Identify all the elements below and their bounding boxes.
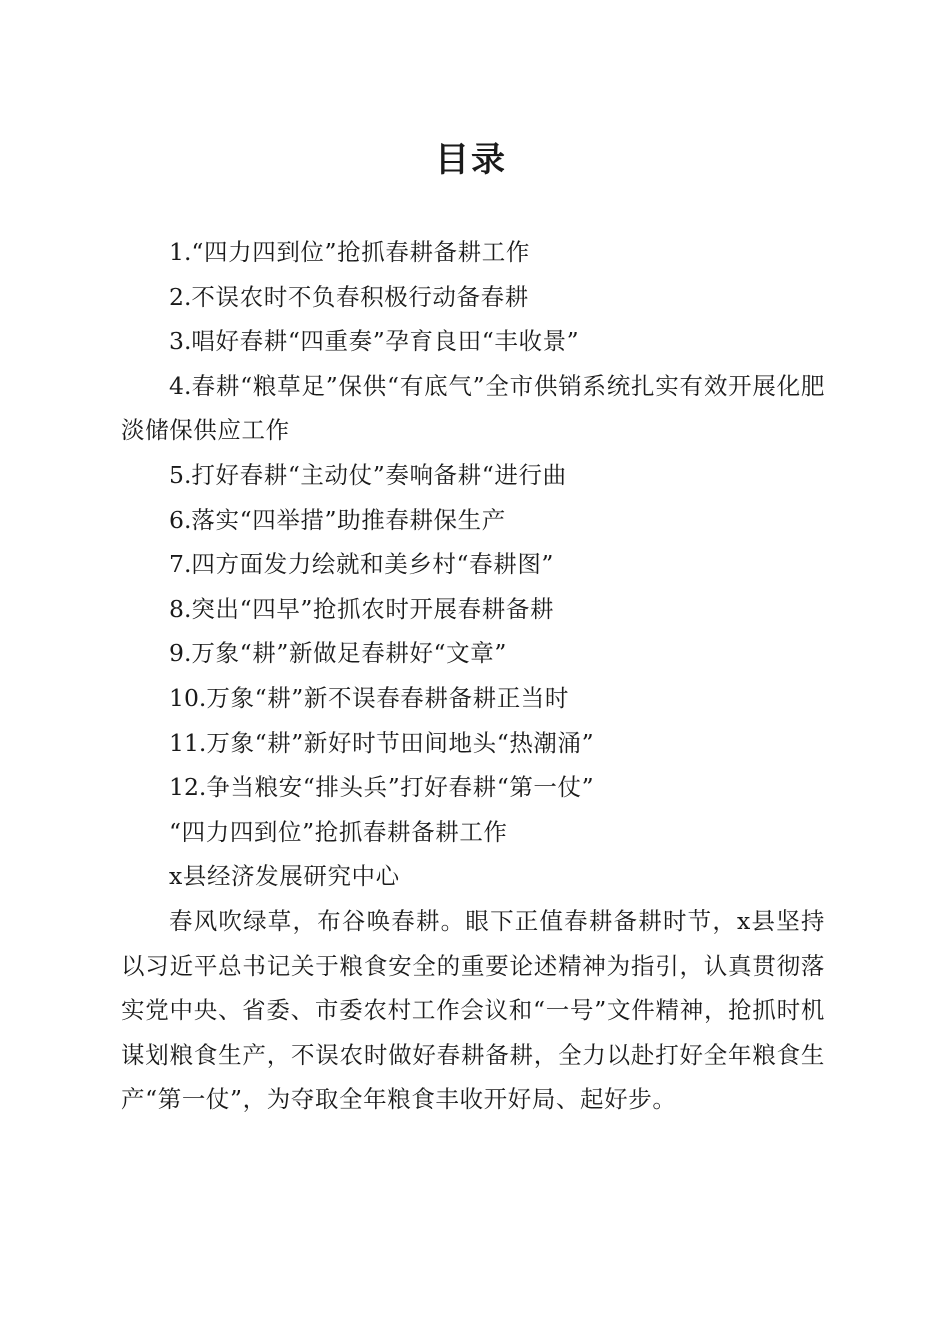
- toc-item-number: 9.: [169, 639, 192, 668]
- article-paragraph: 春风吹绿草，布谷唤春耕。眼下正值春耕备耕时节，x县坚持以习近平总书记关于粮食安全的重要论述精神为指引，认真贯彻落实党中央、省委、市委农村工作会议和“一号”文件精神，抢抓时机谋划粮食生产，不误农时做好春耕备耕，全力以赴打好全年粮食生产“第一仗”，为夺取全年粮食丰收开好局、起好步。: [121, 906, 825, 1114]
- toc-item[interactable]: [121, 319, 825, 364]
- toc-item[interactable]: [121, 587, 825, 632]
- toc-item[interactable]: [121, 275, 825, 320]
- toc-item-text: 春耕“粮草足”保供“有底气”全市供销系统扎实有效开展化肥淡储保供应工作: [121, 371, 825, 445]
- toc-item-number: 2.: [169, 282, 192, 311]
- toc-item-number: 12.: [169, 773, 207, 802]
- toc-item-number: 10.: [169, 683, 207, 712]
- toc-item-text: “四力四到位”抢抓春耕备耕工作: [191, 238, 530, 266]
- toc-item-number: 11.: [169, 728, 207, 757]
- toc-item-text: 四方面发力绘就和美乡村“春耕图”: [191, 550, 555, 579]
- toc-item-text: 打好春耕“主动仗”奏响备耕“进行曲: [191, 460, 567, 489]
- document-body: [121, 230, 825, 1122]
- toc-item-text: 万象“耕”新好时节田间地头“热潮涌”: [206, 728, 595, 757]
- toc-item[interactable]: [121, 676, 825, 721]
- toc-item[interactable]: [121, 498, 825, 543]
- toc-item[interactable]: [121, 542, 825, 587]
- toc-item-number: 3.: [169, 327, 192, 356]
- table-of-contents: [121, 230, 825, 810]
- toc-item[interactable]: [121, 453, 825, 498]
- toc-item-number: 6.: [169, 505, 192, 534]
- toc-item[interactable]: [121, 631, 825, 676]
- toc-item-number: 1.: [169, 238, 192, 266]
- toc-item-text: 万象“耕”新不误春春耕备耕正当时: [206, 683, 570, 712]
- toc-item-text: 争当粮安“排头兵”打好春耕“第一仗”: [206, 773, 595, 802]
- toc-item-number: 4.: [169, 371, 192, 400]
- toc-item[interactable]: [121, 230, 825, 275]
- toc-item[interactable]: [121, 765, 825, 810]
- article-heading: “四力四到位”抢抓春耕备耕工作: [169, 817, 508, 846]
- page-title: 目录: [435, 140, 507, 180]
- toc-item-text: 突出“四早”抢抓农时开展春耕备耕: [191, 594, 555, 623]
- toc-item-text: 不误农时不负春积极行动备春耕: [191, 282, 529, 311]
- toc-item[interactable]: [121, 364, 825, 453]
- toc-item[interactable]: [121, 721, 825, 766]
- toc-item-text: 落实“四举措”助推春耕保生产: [191, 505, 506, 534]
- toc-item-number: 7.: [169, 550, 192, 579]
- toc-item-text: 唱好春耕“四重奏”孕育良田“丰收景”: [191, 327, 580, 356]
- toc-item-number: 8.: [169, 594, 192, 623]
- article-author: x县经济发展研究中心: [169, 862, 400, 891]
- toc-item-number: 5.: [169, 460, 192, 489]
- toc-item-text: 万象“耕”新做足春耕好“文章”: [191, 639, 507, 668]
